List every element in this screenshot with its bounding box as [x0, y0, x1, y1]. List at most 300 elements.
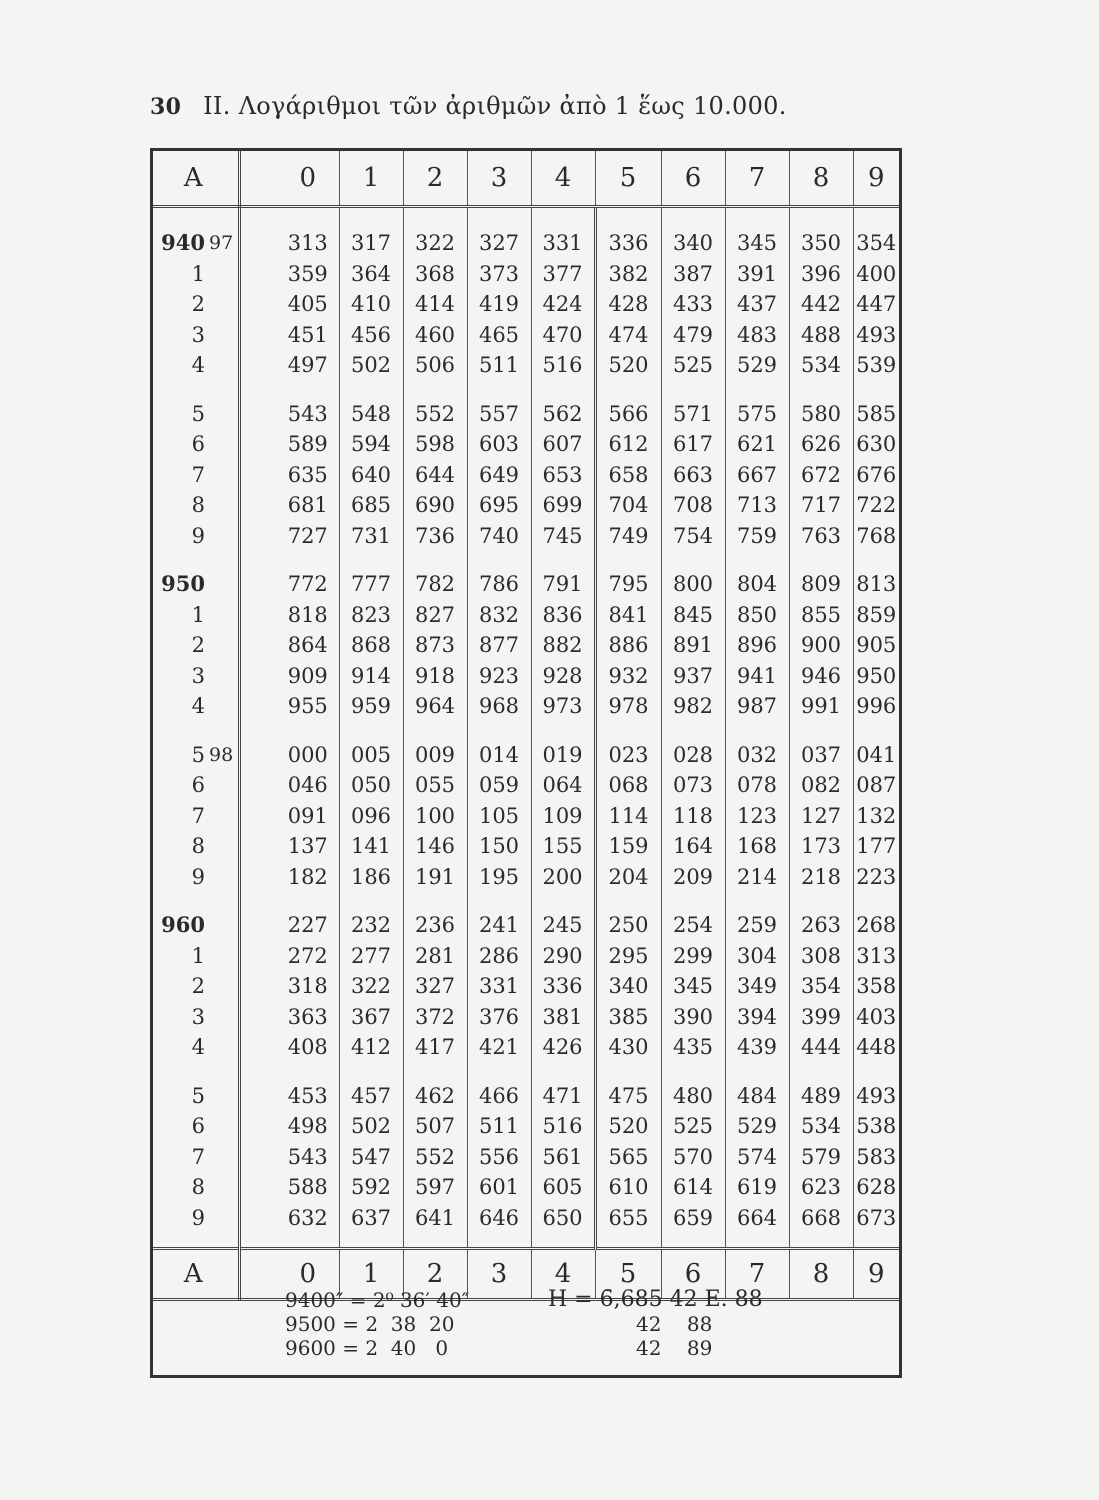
header-cell-digit: 7: [725, 151, 789, 207]
mantissa-cell: 991: [789, 691, 853, 722]
mantissa-cell: 055: [403, 770, 467, 801]
table-row: [153, 551, 899, 600]
footer-left: [285, 1288, 469, 1360]
mantissa-cell: 475: [595, 1063, 661, 1112]
mantissa-cell: 466: [467, 1063, 531, 1112]
table-row: [153, 521, 899, 552]
mantissa-cell: 859: [856, 602, 897, 627]
mantissa-cell: 177: [856, 834, 897, 858]
mantissa-cell: 354: [789, 971, 853, 1002]
row-argument: 7: [191, 1144, 205, 1169]
mantissa-cell: 299: [661, 941, 725, 972]
header-cell-digit: 9: [853, 1249, 899, 1300]
mantissa-cell: 259: [725, 892, 789, 941]
mantissa-cell: 331: [467, 971, 531, 1002]
mantissa-cell: 818: [277, 600, 339, 631]
mantissa-cell: 453: [277, 1063, 339, 1112]
header-cell-digit: 5: [595, 1249, 661, 1300]
row-argument: 3: [191, 1004, 205, 1029]
row-characteristic: [209, 691, 239, 722]
row-spacer: [239, 460, 277, 491]
mantissa-cell: 100: [403, 801, 467, 832]
mantissa-cell: 672: [789, 460, 853, 491]
mantissa-cell: 623: [789, 1172, 853, 1203]
mantissa-cell: 561: [531, 1142, 595, 1173]
row-spacer: [239, 630, 277, 661]
mantissa-cell: 470: [531, 320, 595, 351]
row-spacer: [239, 770, 277, 801]
mantissa-cell: 626: [789, 429, 853, 460]
row-characteristic: [209, 1203, 239, 1249]
header-row: [153, 151, 899, 207]
mantissa-cell: 891: [661, 630, 725, 661]
row-characteristic: [209, 600, 239, 631]
mantissa-cell: 973: [531, 691, 595, 722]
mantissa-cell: 649: [467, 460, 531, 491]
mantissa-cell: 658: [595, 460, 661, 491]
mantissa-cell: 408: [277, 1032, 339, 1063]
row-argument: 3: [191, 663, 205, 688]
mantissa-cell: 209: [661, 862, 725, 893]
mantissa-cell: 385: [595, 1002, 661, 1033]
mantissa-cell: 349: [725, 971, 789, 1002]
mantissa-cell: 659: [661, 1203, 725, 1249]
mantissa-cell: 941: [725, 661, 789, 692]
mantissa-cell: 565: [595, 1142, 661, 1173]
header-spacer: [239, 151, 277, 207]
table-row: [153, 831, 899, 862]
mantissa-cell: 959: [339, 691, 403, 722]
row-argument: 960: [161, 912, 205, 937]
mantissa-cell: 430: [595, 1032, 661, 1063]
header-cell-digit: 2: [403, 1249, 467, 1300]
mantissa-cell: 690: [403, 490, 467, 521]
mantissa-cell: 439: [725, 1032, 789, 1063]
mantissa-cell: 245: [531, 892, 595, 941]
log-table-frame: [150, 148, 902, 1378]
table-row: [153, 1111, 899, 1142]
mantissa-cell: 308: [789, 941, 853, 972]
mantissa-cell: 331: [531, 207, 595, 259]
mantissa-cell: 368: [403, 259, 467, 290]
mantissa-cell: 317: [339, 207, 403, 259]
table-row: [153, 320, 899, 351]
mantissa-cell: 394: [725, 1002, 789, 1033]
mantissa-cell: 159: [595, 831, 661, 862]
mantissa-cell: 759: [725, 521, 789, 552]
mantissa-cell: 318: [277, 971, 339, 1002]
row-characteristic: [209, 862, 239, 893]
mantissa-cell: 832: [467, 600, 531, 631]
table-row: [153, 207, 899, 259]
mantissa-cell: 612: [595, 429, 661, 460]
row-spacer: [239, 722, 277, 771]
row-characteristic: [209, 1063, 239, 1112]
mantissa-cell: 598: [403, 429, 467, 460]
mantissa-cell: 474: [595, 320, 661, 351]
mantissa-cell: 105: [467, 801, 531, 832]
mantissa-cell: 023: [595, 722, 661, 771]
mantissa-cell: 594: [339, 429, 403, 460]
table-row: [153, 1032, 899, 1063]
mantissa-cell: 918: [403, 661, 467, 692]
mantissa-cell: 421: [467, 1032, 531, 1063]
table-row: [153, 381, 899, 430]
table-row: [153, 941, 899, 972]
row-spacer: [239, 941, 277, 972]
row-argument: 1: [191, 943, 205, 968]
mantissa-cell: 087: [856, 773, 897, 797]
mantissa-cell: 630: [856, 432, 897, 456]
mantissa-cell: 507: [403, 1111, 467, 1142]
row-characteristic: [209, 381, 239, 430]
mantissa-cell: 827: [403, 600, 467, 631]
row-characteristic: [209, 460, 239, 491]
mantissa-cell: 462: [403, 1063, 467, 1112]
mantissa-cell: 619: [725, 1172, 789, 1203]
mantissa-cell: 082: [789, 770, 853, 801]
mantissa-cell: 681: [277, 490, 339, 521]
mantissa-cell: 000: [277, 722, 339, 771]
mantissa-cell: 511: [467, 350, 531, 381]
mantissa-cell: 137: [277, 831, 339, 862]
header-cell-digit: 3: [467, 151, 531, 207]
row-characteristic: [209, 429, 239, 460]
row-argument: 6: [191, 773, 205, 797]
row-spacer: [239, 289, 277, 320]
mantissa-cell: 195: [467, 862, 531, 893]
mantissa-cell: 281: [403, 941, 467, 972]
mantissa-cell: 447: [856, 292, 897, 316]
row-characteristic: [209, 1002, 239, 1033]
mantissa-cell: 749: [595, 521, 661, 552]
mantissa-cell: 937: [661, 661, 725, 692]
row-argument: 8: [191, 834, 205, 858]
mantissa-cell: 722: [856, 493, 897, 517]
mantissa-cell: 123: [725, 801, 789, 832]
mantissa-cell: 444: [789, 1032, 853, 1063]
mantissa-cell: 304: [725, 941, 789, 972]
mantissa-cell: 868: [339, 630, 403, 661]
mantissa-cell: 456: [339, 320, 403, 351]
row-characteristic: [209, 320, 239, 351]
mantissa-cell: 566: [595, 381, 661, 430]
header-cell-digit: 6: [661, 151, 725, 207]
mantissa-cell: 635: [277, 460, 339, 491]
mantissa-cell: 841: [595, 600, 661, 631]
mantissa-cell: 768: [856, 523, 897, 548]
mantissa-cell: 405: [277, 289, 339, 320]
mantissa-cell: 520: [595, 1111, 661, 1142]
mantissa-cell: 575: [725, 381, 789, 430]
mantissa-cell: 978: [595, 691, 661, 722]
row-argument: 1: [191, 261, 205, 286]
row-characteristic: [209, 941, 239, 972]
mantissa-cell: 556: [467, 1142, 531, 1173]
mantissa-cell: 574: [725, 1142, 789, 1173]
mantissa-cell: 214: [725, 862, 789, 893]
mantissa-cell: 987: [725, 691, 789, 722]
mantissa-cell: 955: [277, 691, 339, 722]
row-spacer: [239, 381, 277, 430]
mantissa-cell: 442: [789, 289, 853, 320]
mantissa-cell: 428: [595, 289, 661, 320]
row-spacer: [239, 521, 277, 552]
mantissa-cell: 096: [339, 801, 403, 832]
header-cell-digit: 4: [531, 1249, 595, 1300]
row-spacer: [239, 801, 277, 832]
mantissa-cell: 664: [725, 1203, 789, 1249]
mantissa-cell: 909: [277, 661, 339, 692]
mantissa-cell: 272: [277, 941, 339, 972]
table-row: [153, 630, 899, 661]
row-characteristic: [209, 1032, 239, 1063]
mantissa-cell: 583: [856, 1144, 897, 1169]
mantissa-cell: 836: [531, 600, 595, 631]
mantissa-cell: 336: [531, 971, 595, 1002]
mantissa-cell: 502: [339, 350, 403, 381]
row-argument: 7: [191, 803, 205, 828]
mantissa-cell: 886: [595, 630, 661, 661]
mantissa-cell: 543: [277, 1142, 339, 1173]
mantissa-cell: 855: [789, 600, 853, 631]
mantissa-cell: 777: [339, 551, 403, 600]
mantissa-cell: 506: [403, 350, 467, 381]
mantissa-cell: 073: [661, 770, 725, 801]
mantissa-cell: 483: [725, 320, 789, 351]
mantissa-cell: 457: [339, 1063, 403, 1112]
mantissa-cell: 668: [789, 1203, 853, 1249]
header-cell-digit: 4: [531, 151, 595, 207]
mantissa-cell: 534: [789, 350, 853, 381]
mantissa-cell: 437: [725, 289, 789, 320]
table-row: [153, 460, 899, 491]
mantissa-cell: 607: [531, 429, 595, 460]
mantissa-cell: 387: [661, 259, 725, 290]
page-number: 30: [150, 94, 182, 120]
mantissa-cell: 345: [661, 971, 725, 1002]
footer-right-line: H = 6̄,685 42 E. 88: [548, 1287, 763, 1312]
mantissa-cell: 340: [595, 971, 661, 1002]
row-argument: 6: [191, 1114, 205, 1138]
mantissa-cell: 923: [467, 661, 531, 692]
mantissa-cell: 376: [467, 1002, 531, 1033]
row-characteristic: [209, 971, 239, 1002]
mantissa-cell: 313: [277, 207, 339, 259]
mantissa-cell: 223: [856, 864, 897, 889]
row-spacer: [239, 1032, 277, 1063]
mantissa-cell: 182: [277, 862, 339, 893]
mantissa-cell: 644: [403, 460, 467, 491]
mantissa-cell: 127: [789, 801, 853, 832]
mantissa-cell: 382: [595, 259, 661, 290]
header-cell-digit: 3: [467, 1249, 531, 1300]
footer-notes: [150, 1272, 902, 1378]
mantissa-cell: 078: [725, 770, 789, 801]
footer-right-line: 42 89: [636, 1336, 713, 1360]
mantissa-cell: 525: [661, 350, 725, 381]
mantissa-cell: 313: [856, 943, 897, 968]
mantissa-cell: 580: [789, 381, 853, 430]
mantissa-cell: 363: [277, 1002, 339, 1033]
mantissa-cell: 367: [339, 1002, 403, 1033]
mantissa-cell: 489: [789, 1063, 853, 1112]
row-characteristic: [209, 1172, 239, 1203]
mantissa-cell: 850: [725, 600, 789, 631]
row-argument: 2: [191, 292, 205, 316]
table-row: [153, 691, 899, 722]
mantissa-cell: 132: [856, 803, 897, 828]
mantissa-cell: 350: [789, 207, 853, 259]
mantissa-cell: 410: [339, 289, 403, 320]
mantissa-cell: 046: [277, 770, 339, 801]
mantissa-cell: 601: [467, 1172, 531, 1203]
row-spacer: [239, 207, 277, 259]
mantissa-cell: 772: [277, 551, 339, 600]
mantissa-cell: 390: [661, 1002, 725, 1033]
mantissa-cell: 552: [403, 381, 467, 430]
mantissa-cell: 704: [595, 490, 661, 521]
mantissa-cell: 547: [339, 1142, 403, 1173]
mantissa-cell: 488: [789, 320, 853, 351]
mantissa-cell: 548: [339, 381, 403, 430]
header-cell-digit: 8: [789, 1249, 853, 1300]
mantissa-cell: 414: [403, 289, 467, 320]
mantissa-cell: 227: [277, 892, 339, 941]
row-characteristic: [209, 289, 239, 320]
mantissa-cell: 396: [789, 259, 853, 290]
mantissa-cell: 359: [277, 259, 339, 290]
mantissa-cell: 146: [403, 831, 467, 862]
mantissa-cell: 539: [856, 353, 897, 377]
row-argument: 8: [191, 1175, 205, 1199]
mantissa-cell: 579: [789, 1142, 853, 1173]
mantissa-cell: 516: [531, 1111, 595, 1142]
mantissa-cell: 813: [856, 572, 897, 596]
row-argument: 9: [191, 1205, 205, 1230]
mantissa-cell: 141: [339, 831, 403, 862]
mantissa-cell: 400: [856, 261, 897, 286]
row-argument: 4: [191, 694, 205, 718]
mantissa-cell: 589: [277, 429, 339, 460]
mantissa-cell: 373: [467, 259, 531, 290]
mantissa-cell: 114: [595, 801, 661, 832]
mantissa-cell: 484: [725, 1063, 789, 1112]
table-row: [153, 490, 899, 521]
mantissa-cell: 685: [339, 490, 403, 521]
row-argument: 5: [191, 742, 205, 767]
mantissa-cell: 900: [789, 630, 853, 661]
mantissa-cell: 655: [595, 1203, 661, 1249]
table-row: [153, 1172, 899, 1203]
mantissa-cell: 399: [789, 1002, 853, 1033]
mantissa-cell: 982: [661, 691, 725, 722]
mantissa-cell: 754: [661, 521, 725, 552]
mantissa-cell: 641: [403, 1203, 467, 1249]
mantissa-cell: 200: [531, 862, 595, 893]
mantissa-cell: 480: [661, 1063, 725, 1112]
mantissa-cell: 791: [531, 551, 595, 600]
mantissa-cell: 736: [403, 521, 467, 552]
mantissa-cell: 493: [856, 322, 897, 347]
header-cell-a: A: [153, 1249, 239, 1300]
mantissa-cell: 191: [403, 862, 467, 893]
mantissa-cell: 795: [595, 551, 661, 600]
row-spacer: [239, 429, 277, 460]
mantissa-cell: 204: [595, 862, 661, 893]
row-characteristic: [209, 490, 239, 521]
mantissa-cell: 640: [339, 460, 403, 491]
row-spacer: [239, 350, 277, 381]
header-cell-digit: 1: [339, 151, 403, 207]
mantissa-cell: 005: [339, 722, 403, 771]
row-spacer: [239, 971, 277, 1002]
log-table: [153, 151, 899, 1301]
mantissa-cell: 426: [531, 1032, 595, 1063]
row-spacer: [239, 661, 277, 692]
row-spacer: [239, 1002, 277, 1033]
mantissa-cell: 236: [403, 892, 467, 941]
mantissa-cell: 391: [725, 259, 789, 290]
mantissa-cell: 628: [856, 1175, 897, 1199]
mantissa-cell: 327: [403, 971, 467, 1002]
mantissa-cell: 164: [661, 831, 725, 862]
mantissa-cell: 091: [277, 801, 339, 832]
mantissa-cell: 646: [467, 1203, 531, 1249]
mantissa-cell: 520: [595, 350, 661, 381]
mantissa-cell: 424: [531, 289, 595, 320]
mantissa-cell: 502: [339, 1111, 403, 1142]
mantissa-cell: 610: [595, 1172, 661, 1203]
row-argument: 5: [191, 401, 205, 426]
header-cell-digit: 6: [661, 1249, 725, 1300]
mantissa-cell: 873: [403, 630, 467, 661]
mantissa-cell: 479: [661, 320, 725, 351]
row-characteristic: [209, 630, 239, 661]
row-spacer: [239, 691, 277, 722]
mantissa-cell: 914: [339, 661, 403, 692]
row-spacer: [239, 1063, 277, 1112]
mantissa-cell: 354: [856, 231, 897, 255]
mantissa-cell: 465: [467, 320, 531, 351]
row-spacer: [239, 551, 277, 600]
table-row: [153, 600, 899, 631]
mantissa-cell: 804: [725, 551, 789, 600]
mantissa-cell: 372: [403, 1002, 467, 1033]
mantissa-cell: 037: [789, 722, 853, 771]
mantissa-cell: 322: [403, 207, 467, 259]
row-spacer: [239, 1203, 277, 1249]
table-row: [153, 1203, 899, 1249]
header-cell-digit: 8: [789, 151, 853, 207]
mantissa-cell: 068: [595, 770, 661, 801]
mantissa-cell: 448: [856, 1035, 897, 1059]
page-header: [150, 92, 870, 120]
mantissa-cell: 877: [467, 630, 531, 661]
mantissa-cell: 155: [531, 831, 595, 862]
mantissa-cell: 571: [661, 381, 725, 430]
mantissa-cell: 290: [531, 941, 595, 972]
mantissa-cell: 277: [339, 941, 403, 972]
mantissa-cell: 322: [339, 971, 403, 1002]
mantissa-cell: 603: [467, 429, 531, 460]
row-argument: 6: [191, 432, 205, 456]
mantissa-cell: 525: [661, 1111, 725, 1142]
mantissa-cell: 511: [467, 1111, 531, 1142]
mantissa-cell: 585: [856, 401, 897, 426]
row-argument: 1: [191, 602, 205, 627]
table-row: [153, 722, 899, 771]
